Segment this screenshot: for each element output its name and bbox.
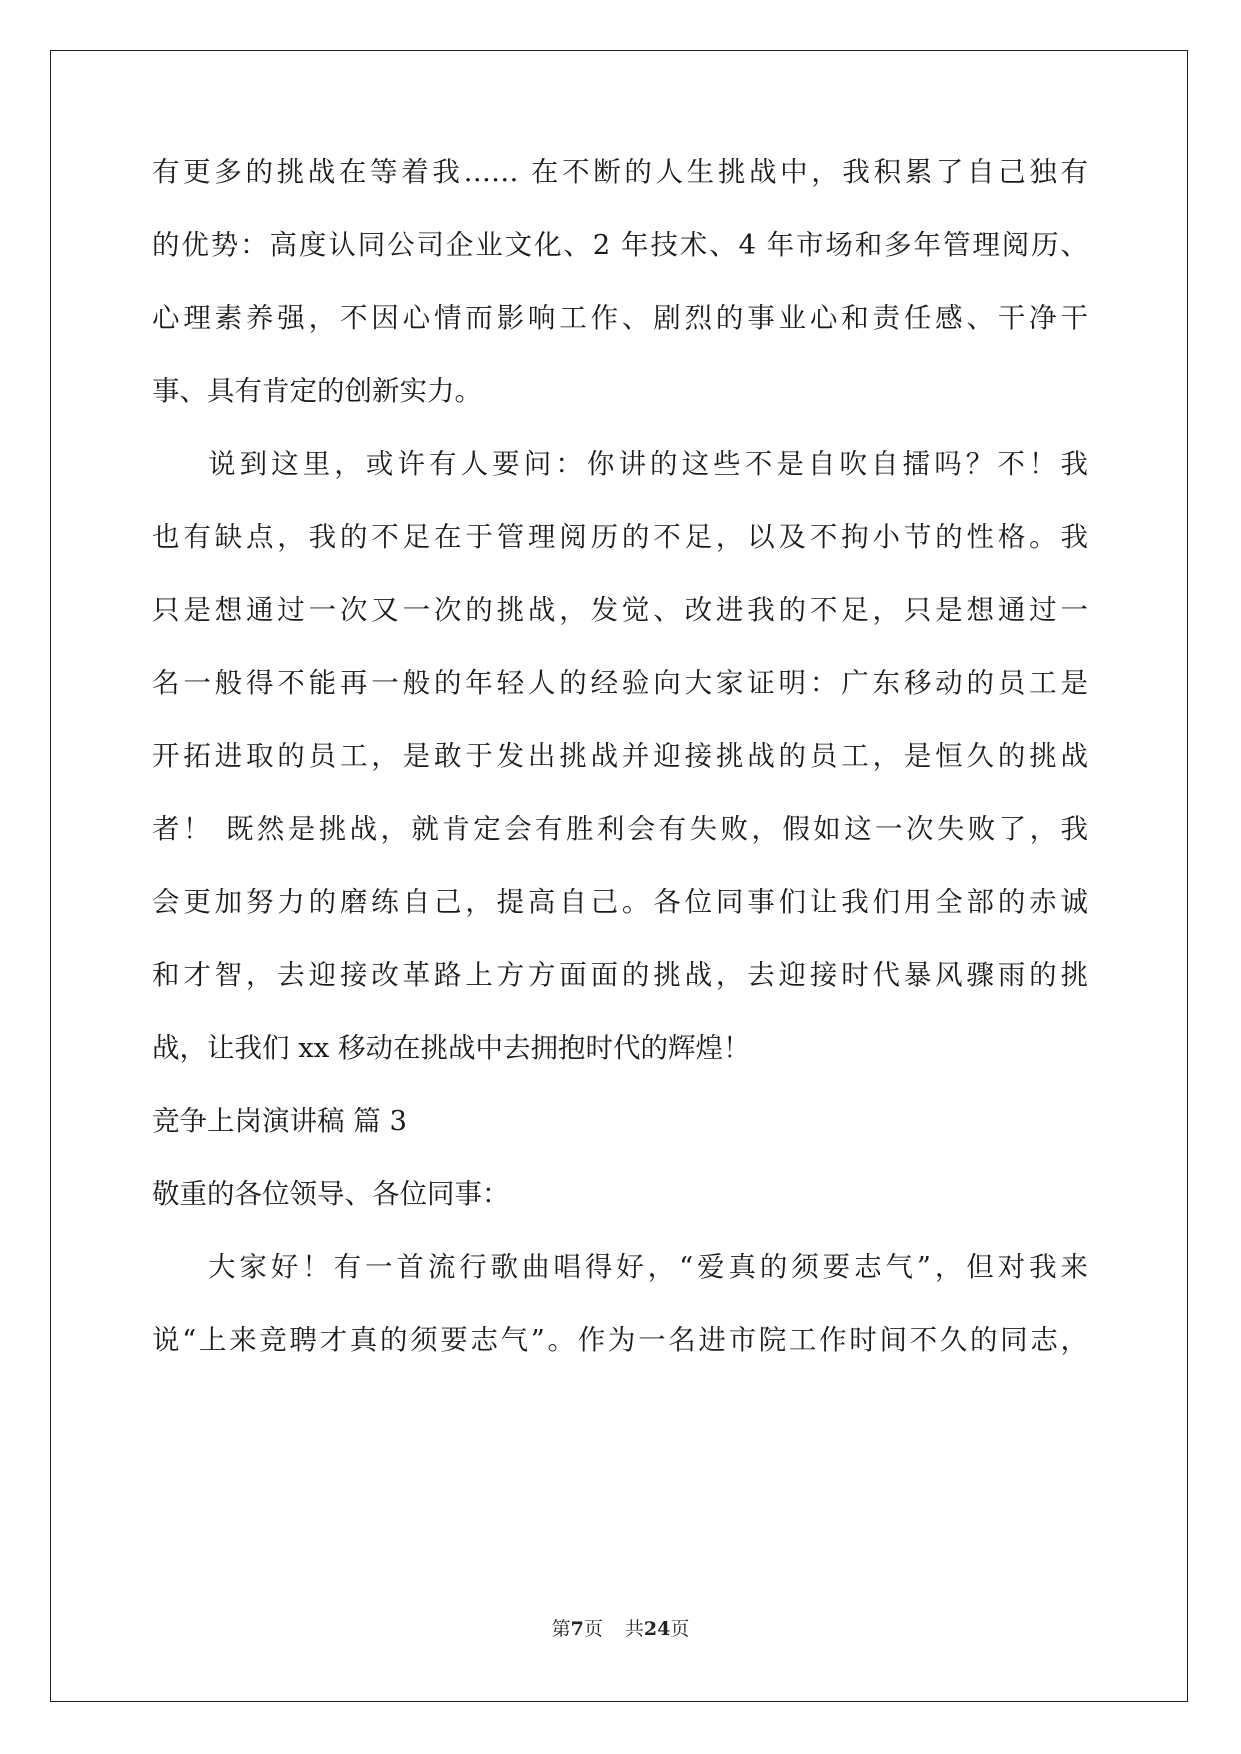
text-line: 会更加努力的磨练自己，提高自己。各位同事们让我们用全部的赤诚: [152, 886, 1088, 918]
text-line: 开拓进取的员工，是敢于发出挑战并迎接挑战的员工，是恒久的挑战: [152, 740, 1088, 772]
text-line: 只是想通过一次又一次的挑战，发觉、改进我的不足，只是想通过一: [152, 594, 1088, 626]
text-line: 心理素养强，不因心情而影响工作、剧烈的事业心和责任感、干净干: [152, 302, 1088, 334]
page-prefix: 第: [551, 1618, 571, 1640]
text-line: 事、具有肯定的创新实力。: [152, 375, 482, 407]
paragraph-first-line: 大家好！有一首流行歌曲唱得好，“爱真的须要志气”，但对我来: [208, 1251, 1088, 1283]
text-line: 名一般得不能再一般的年轻人的经验向大家证明：广东移动的员工是: [152, 667, 1088, 699]
section-heading: 竞争上岗演讲稿 篇 3: [152, 1105, 407, 1137]
page-number: 7: [570, 1618, 584, 1640]
total-suffix: 页: [670, 1618, 690, 1640]
total-prefix: 共: [624, 1618, 644, 1640]
total-pages: 24: [643, 1618, 671, 1640]
text-line: 战，让我们 xx 移动在挑战中去拥抱时代的辉煌！: [152, 1032, 751, 1064]
page-footer: [0, 1616, 1241, 1642]
text-line: 者！ 既然是挑战，就肯定会有胜利会有失败，假如这一次失败了，我: [152, 813, 1088, 845]
text-line: 和才智，去迎接改革路上方方面面的挑战，去迎接时代暴风骤雨的挑: [152, 959, 1088, 991]
text-line: 说“上来竞聘才真的须要志气”。作为一名进市院工作时间不久的同志，: [152, 1324, 1088, 1356]
text-line: 有更多的挑战在等着我…… 在不断的人生挑战中，我积累了自己独有: [152, 156, 1088, 188]
text-line: 也有缺点，我的不足在于管理阅历的不足，以及不拘小节的性格。我: [152, 521, 1088, 553]
paragraph-first-line: 说到这里，或许有人要问：你讲的这些不是自吹自擂吗？不！我: [208, 448, 1088, 480]
text-line: 的优势：高度认同公司企业文化、2 年技术、4 年市场和多年管理阅历、: [152, 229, 1088, 261]
salutation: 敬重的各位领导、各位同事：: [152, 1178, 510, 1210]
page-suffix: 页: [583, 1618, 603, 1640]
